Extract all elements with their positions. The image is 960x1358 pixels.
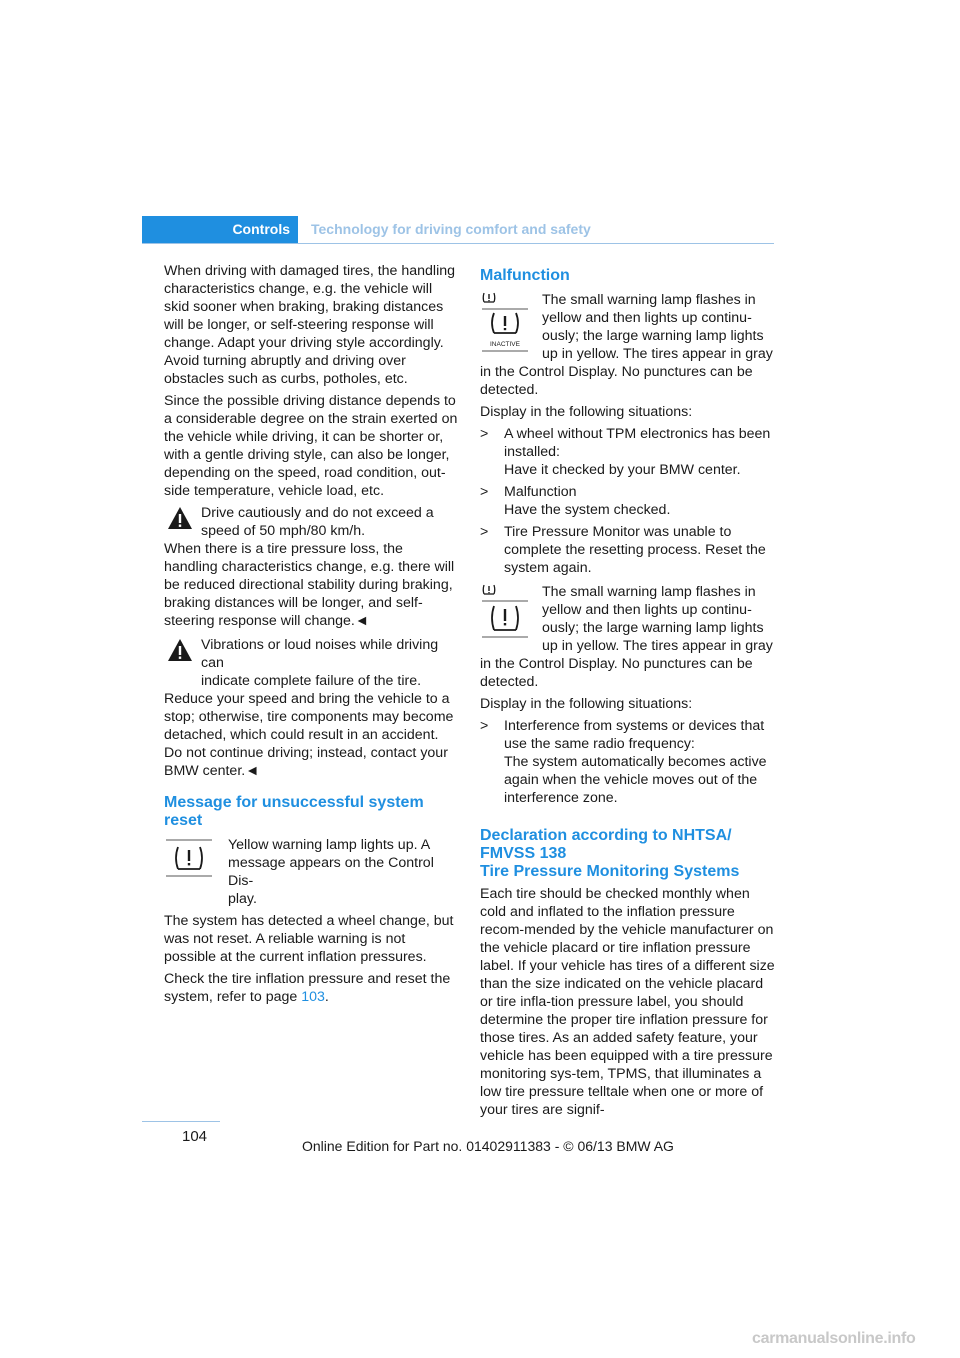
warning-text: When there is a tire pressure loss, the handling characteristics change, e.g. there will be reduced directional stability during braking, braking distances will be longer, and self-steering response will change. — [164, 541, 455, 629]
indicator-text: in the Control Display. No punctures can be detected. — [480, 364, 753, 398]
indicator-text: in the Control Display. No punctures can be detected. — [480, 656, 753, 690]
bullet-marker: > — [480, 718, 489, 734]
situation-list — [480, 425, 776, 577]
warning-text: Vibrations or loud noises while driving can — [201, 637, 439, 671]
indicator-text: The small warning lamp flashes in — [542, 584, 756, 600]
warning-text: Drive cautiously and do not exceed a — [201, 505, 434, 521]
paragraph: Since the possible driving distance depends to a considerable degree on the strain exerted on the vehicle while driving, it can be shorter or, with a gentle driving style, can also be longer, depending on the speed, road condition, out-side temperature, vehicle load, etc. — [164, 393, 458, 499]
page-header — [142, 216, 774, 244]
indicator-text: ously; the large warning lamp lights — [542, 328, 764, 344]
section-heading-message-reset: Message for unsuccessful system reset — [164, 794, 424, 829]
list-item-subtext: The system automatically becomes active again when the vehicle moves out of the interference zone. — [504, 754, 767, 806]
tire-pressure-warning-icon — [164, 838, 214, 878]
right-column — [480, 262, 776, 1123]
warning-note — [164, 636, 460, 780]
indicator-text: The small warning lamp flashes in — [542, 292, 756, 308]
bullet-marker: > — [480, 484, 489, 500]
warning-triangle-icon — [166, 636, 194, 666]
list-item-text: Tire Pressure Monitor was unable to complete the resetting process. Reset the system again. — [504, 524, 766, 576]
warning-text: speed of 50 mph/80 km/h. — [201, 523, 366, 539]
paragraph: The system has detected a wheel change, but was not reset. A reliable warning is not possible at the current inflation pressures. — [164, 913, 454, 965]
paragraph: Each tire should be checked monthly when cold and inflated to the inflation pressure recom-mended by the vehicle manufacturer on the vehicle placard or tire inflation pressure label. If your vehicle has tires of a different size than the size indicated on the vehicle placard or tire infla-tion pressure label, you should determine the proper tire inflation pressure for those tires. As an added safety feature, your vehicle has been equipped with a tire pressure monitoring sys-tem, TPMS, that illuminates a low tire pressure telltale when one or more of your tires are signif- — [480, 886, 775, 1118]
indicator-text: play. — [228, 891, 257, 907]
indicator-text: yellow and then lights up continu- — [542, 602, 752, 618]
paragraph — [164, 970, 460, 1006]
list-item — [480, 717, 776, 807]
paragraph-text: Check the tire inflation pressure and reset the system, refer to page — [164, 971, 451, 1005]
warning-text: Reduce your speed and bring the vehicle to a stop; otherwise, tire components may become detached, which could result in an accident. Do not continue driving; instead, contact your BMW center. — [164, 691, 454, 779]
chapter-title: Technology for driving comfort and safety — [311, 221, 591, 237]
indicator-text: yellow and then lights up continu- — [542, 310, 752, 326]
list-item-text: A wheel without TPM electronics has been installed: — [504, 426, 771, 460]
section-tab: Controls — [142, 216, 298, 243]
indicator-note — [480, 289, 776, 399]
paragraph: When driving with damaged tires, the handling characteristics change, e.g. the vehicle will skid sooner when braking, braking distances will be longer, or self-steering response will change. Adapt your driving style accordingly. Avoid turning abruptly and driving over obstacles such as curbs, potholes, etc. — [164, 263, 456, 387]
list-item-text: Malfunction — [504, 484, 577, 500]
indicator-text: up in yellow. The tires appear in gray — [542, 638, 773, 654]
footer-rule — [142, 1121, 220, 1122]
heading-line: Tire Pressure Monitoring Systems — [480, 863, 740, 880]
indicator-text: ously; the large warning lamp lights — [542, 620, 764, 636]
watermark: carmanualsonline.info — [752, 1330, 916, 1347]
situation-list — [480, 717, 776, 807]
left-column — [164, 262, 460, 1010]
list-item — [480, 483, 776, 519]
warning-note — [164, 504, 460, 630]
tire-pressure-inactive-icon — [480, 289, 530, 353]
end-mark: ◄ — [354, 613, 369, 629]
bullet-marker: > — [480, 426, 489, 442]
indicator-note — [164, 834, 460, 908]
indicator-note — [480, 581, 776, 691]
indicator-text: Yellow warning lamp lights up. A — [228, 837, 431, 853]
heading-line: FMVSS 138 — [480, 845, 567, 862]
punctuation: . — [324, 989, 329, 1005]
list-item-subtext: Have the system checked. — [504, 502, 671, 518]
section-heading-declaration — [480, 827, 776, 881]
warning-text: indicate complete failure of the tire. — [201, 673, 422, 689]
inactive-label: INACTIVE — [490, 341, 520, 348]
indicator-text: up in yellow. The tires appear in gray — [542, 346, 773, 362]
warning-triangle-icon — [166, 504, 194, 534]
list-item — [480, 523, 776, 577]
bullet-marker: > — [480, 524, 489, 540]
page-reference-link[interactable]: 103 — [301, 989, 325, 1005]
section-heading-malfunction: Malfunction — [480, 267, 570, 284]
list-item-subtext: Have it checked by your BMW center. — [504, 462, 741, 478]
edition-footer: Online Edition for Part no. 01402911383 - © 06/13 BMW AG — [302, 1138, 674, 1154]
end-mark: ◄ — [245, 763, 260, 779]
indicator-text: message appears on the Control Dis- — [228, 855, 434, 889]
paragraph: Display in the following situations: — [480, 696, 693, 712]
list-item-text: Interference from systems or devices that use the same radio frequency: — [504, 718, 765, 752]
paragraph: Display in the following situations: — [480, 404, 693, 420]
page-number: 104 — [182, 1128, 208, 1145]
tire-pressure-indicator-icon — [480, 581, 530, 645]
list-item — [480, 425, 776, 479]
heading-line: Declaration according to NHTSA/ — [480, 827, 732, 844]
